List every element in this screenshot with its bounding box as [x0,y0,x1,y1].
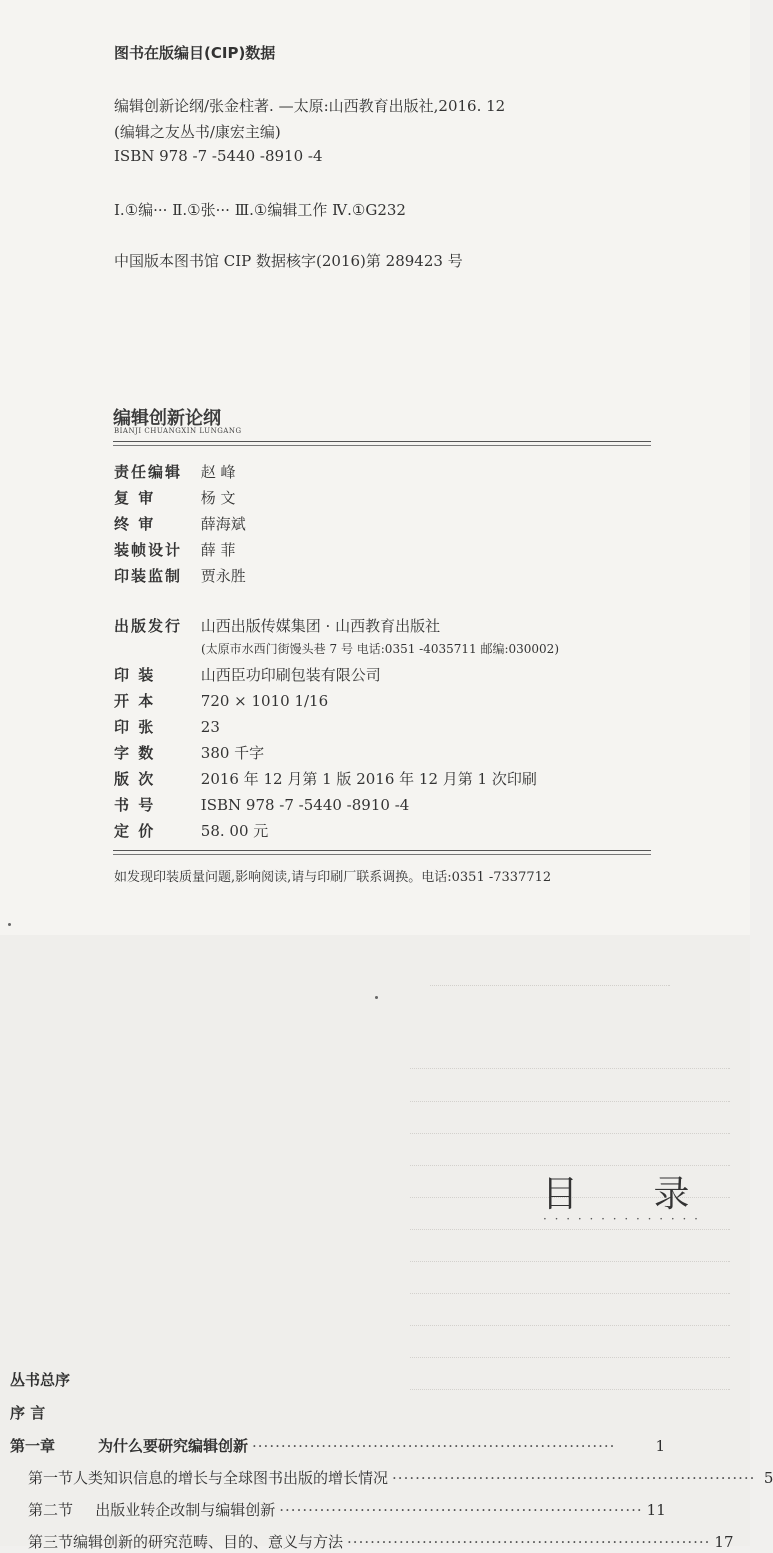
toc-page-number: 11 [646,1501,666,1519]
credit-label: 终 审 [114,515,156,533]
toc-entry-title: 编辑创新的研究范畴、目的、意义与方法 [73,1533,344,1551]
speck [8,923,11,926]
spec-row [114,690,328,711]
toc-entry-title: 为什么要研究编辑创新 [98,1437,249,1455]
credit-value: 贾永胜 [200,567,246,585]
credit-label: 复 审 [114,489,156,507]
show-through [410,1133,730,1134]
toc-leader: ······························································· [252,1437,616,1455]
publisher-label: 出版发行 [114,617,183,635]
spec-value: 720 × 1010 1/16 [200,692,329,710]
toc-entry-label: 序 言 [10,1404,46,1422]
cip-line: 编辑创新论纲/张金柱著. —太原:山西教育出版社,2016. 12 [114,97,506,115]
show-through [410,1068,730,1069]
credit-value: 赵 峰 [200,463,236,481]
spec-value: 山西臣功印刷包装有限公司 [200,666,381,684]
show-through [430,985,670,998]
cip-heading: 图书在版编目(CIP)数据 [114,44,276,62]
credit-value: 薛 菲 [200,541,236,559]
divider [113,850,651,855]
cip-line: ISBN 978 -7 -5440 -8910 -4 [114,147,323,165]
credit-label: 印装监制 [114,567,183,585]
credit-row [114,539,236,560]
book-title-pinyin: BIANJI CHUANGXIN LUNGANG [114,427,242,435]
cip-line: (编辑之友丛书/康宏主编) [114,123,281,141]
toc-entry-label: 丛书总序 [10,1371,71,1389]
credit-row [114,565,246,586]
toc-entry-title: 人类知识信息的增长与全球图书出版的增长情况 [73,1469,389,1487]
book-title: 编辑创新论纲 [113,408,221,429]
toc-entry-number: 第一节 [28,1469,74,1487]
toc-page-number: 5 [763,1469,773,1487]
toc-entry[interactable] [10,1435,665,1457]
spec-row [114,820,268,841]
spec-label: 字 数 [114,744,156,762]
credit-value: 杨 文 [200,489,236,507]
spec-row [114,768,537,789]
spec-label: 印 装 [114,666,156,684]
spec-value: 23 [200,718,220,736]
spec-value: ISBN 978 -7 -5440 -8910 -4 [200,796,410,814]
cip-classification: Ⅰ.①编··· Ⅱ.①张··· Ⅲ.①编辑工作 Ⅳ.①G232 [114,201,406,219]
spec-label: 开 本 [114,692,156,710]
credit-value: 薛海斌 [200,515,246,533]
spec-label: 版 次 [114,770,156,788]
toc-entry[interactable] [10,1467,773,1489]
show-through [410,1325,730,1326]
spec-row [114,742,264,763]
credit-label: 装帧设计 [114,541,183,559]
spec-label: 印 张 [114,718,156,736]
toc-leader: ······························································· [347,1533,711,1551]
spec-row [114,664,381,685]
publisher-address: (太原市水西门街馒头巷 7 号 电话:0351 -4035711 邮编:030002) [201,642,560,656]
toc-entry-number: 第二节 [28,1501,74,1519]
publisher-row [114,615,440,636]
show-through [410,1357,730,1358]
spec-value: 58. 00 元 [200,822,269,840]
toc-page-number: 1 [655,1437,665,1455]
toc-entry[interactable] [10,1369,665,1391]
toc-entry[interactable] [10,1499,665,1521]
spec-label: 定 价 [114,822,156,840]
print-quality-notice: 如发现印装质量问题,影响阅读,请与印刷厂联系调换。电话:0351 -7337712 [114,870,552,885]
publisher-value: 山西出版传媒集团 · 山西教育出版社 [200,617,441,635]
credit-label: 责任编辑 [114,463,183,481]
toc-entry-number: 第一章 [10,1437,56,1455]
show-through [410,1101,730,1102]
toc-title: 目 录 [542,1174,722,1215]
spec-label: 书 号 [114,796,156,814]
credit-row [114,487,236,508]
toc-entry[interactable] [10,1402,665,1424]
spec-value: 380 千字 [200,744,265,762]
toc-entry-number: 第三节 [28,1533,74,1551]
spec-row [114,716,220,737]
show-through [410,1229,730,1230]
show-through [410,1293,730,1294]
spec-value: 2016 年 12 月第 1 版 2016 年 12 月第 1 次印刷 [200,770,537,788]
toc-leader: ······························································· [279,1501,643,1519]
divider [113,441,651,446]
credit-row [114,461,236,482]
toc-title-underline: · · · · · · · · · · · · · · [543,1212,700,1226]
toc-entry-title: 出版业转企改制与编辑创新 [95,1501,276,1519]
toc-entry[interactable] [10,1531,734,1553]
speck [375,996,378,999]
cip-record-number: 中国版本图书馆 CIP 数据核字(2016)第 289423 号 [114,252,463,270]
toc-page-number: 17 [714,1533,734,1551]
toc-leader: ······························································· [392,1469,756,1487]
show-through [410,1261,730,1262]
credit-row [114,513,246,534]
spec-row [114,794,409,815]
